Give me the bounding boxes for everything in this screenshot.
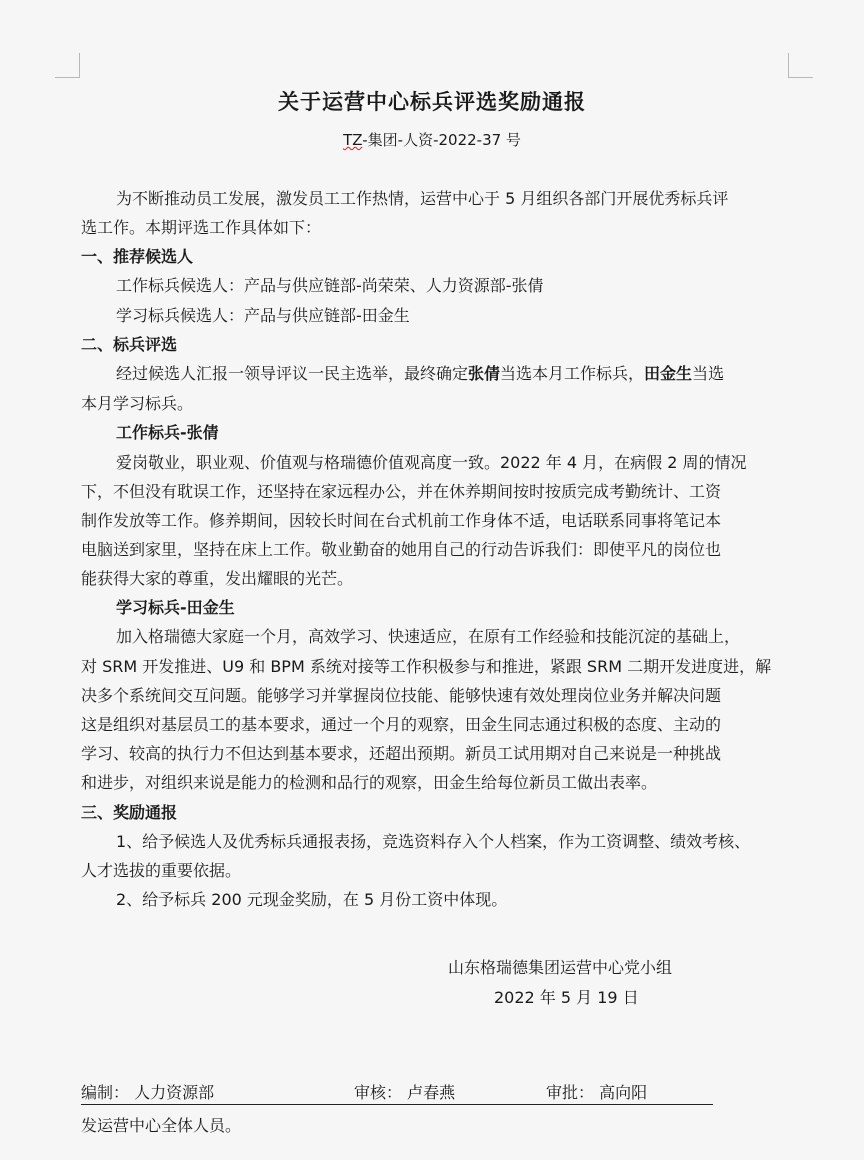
study-paragraph-line: 和进步，对组织来说是能力的检测和品行的观察，田金生给每位新员工做出表率。 — [81, 773, 658, 792]
section1-line-1: 工作标兵候选人：产品与供应链部-尚荣荣、人力资源部-张倩 — [116, 276, 544, 295]
result-text-2: 当选本月工作标兵， — [500, 364, 645, 383]
doc-number-prefix: TZ — [343, 131, 363, 149]
section1-line-2: 学习标兵候选人：产品与供应链部-田金生 — [116, 306, 410, 325]
work-paragraph-line: 爱岗敬业，职业观、价值观与格瑞德价值观高度一致。2022 年 4 月，在病假 2 周的情况 — [116, 453, 747, 472]
section1-heading: 一、推荐候选人 — [81, 247, 194, 266]
study-paragraph-line: 学习、较高的执行力不但达到基本要求，还超出预期。新员工试用期对自己来说是一种挑战 — [81, 744, 722, 763]
result-text-1: 经过候选人汇报一领导评议一民主选举，最终确定 — [116, 364, 469, 383]
work-paragraph-line: 电脑送到家里，坚持在床上工作。敬业勤奋的她用自己的行动告诉我们：即使平凡的岗位也 — [81, 540, 722, 559]
work-paragraph-line: 下，不但没有耽误工作，还坚持在家远程办公，并在休养期间按时按质完成考勤统计、工资 — [81, 482, 722, 501]
reviewed-by: 审核： 卢春燕 — [354, 1083, 456, 1102]
reward-item-1-cont: 人才选拔的重要依据。 — [81, 861, 242, 880]
document-title: 关于运营中心标兵评选奖励通报 — [278, 90, 586, 114]
work-model-heading: 工作标兵-张倩 — [116, 423, 219, 442]
document-number — [0, 129, 864, 150]
section3-heading: 三、奖励通报 — [81, 803, 178, 822]
signature-org: 山东格瑞德集团运营中心党小组 — [448, 958, 673, 977]
section2-result-line — [116, 359, 826, 388]
reward-item-2: 2、给予标兵 200 元现金奖励，在 5 月份工资中体现。 — [116, 890, 508, 909]
study-model-heading: 学习标兵-田金生 — [116, 598, 235, 617]
approval-line — [81, 1078, 713, 1105]
distribution-note: 发运营中心全体人员。 — [81, 1116, 242, 1135]
signature-date: 2022 年 5 月 19 日 — [494, 988, 639, 1007]
result-text-3: 当选 — [692, 364, 725, 383]
approved-by: 审批： 高向阳 — [546, 1083, 648, 1102]
crop-mark-top-right — [788, 53, 813, 78]
intro-line-1: 为不断推动员工发展，激发员工工作热情，运营中心于 5 月组织各部门开展优秀标兵评 — [116, 189, 729, 208]
crop-mark-top-left — [55, 53, 80, 78]
winner-name-work: 张倩 — [468, 364, 501, 383]
doc-number-rest: -集团-人资-2022-37 号 — [362, 131, 521, 149]
study-paragraph-line: 加入格瑞德大家庭一个月，高效学习、快速适应，在原有工作经验和技能沉淀的基础上， — [116, 627, 741, 646]
study-paragraph-line: 决多个系统间交互问题。能够学习并掌握岗位技能、能够快速有效处理岗位业务并解决问题 — [81, 686, 722, 705]
study-paragraph-line: 对 SRM 开发推进、U9 和 BPM 系统对接等工作积极参与和推进，紧跟 SRM 二期开发进度进，解 — [81, 657, 772, 676]
work-paragraph-line: 能获得大家的尊重，发出耀眼的光芒。 — [81, 569, 354, 588]
section2-heading: 二、标兵评选 — [81, 335, 178, 354]
compiled-by: 编制： 人力资源部 — [81, 1083, 215, 1102]
reward-item-1: 1、给予候选人及优秀标兵通报表扬，竞选资料存入个人档案，作为工资调整、绩效考核、 — [116, 832, 751, 851]
section2-result-line-2: 本月学习标兵。 — [81, 394, 194, 413]
winner-name-study: 田金生 — [644, 364, 693, 383]
study-paragraph-line: 这是组织对基层员工的基本要求，通过一个月的观察，田金生同志通过积极的态度、主动的 — [81, 715, 722, 734]
intro-line-2: 选工作。本期评选工作具体如下： — [81, 218, 322, 237]
work-paragraph-line: 制作发放等工作。修养期间，因较长时间在台式机前工作身体不适，电话联系同事将笔记本 — [81, 511, 722, 530]
